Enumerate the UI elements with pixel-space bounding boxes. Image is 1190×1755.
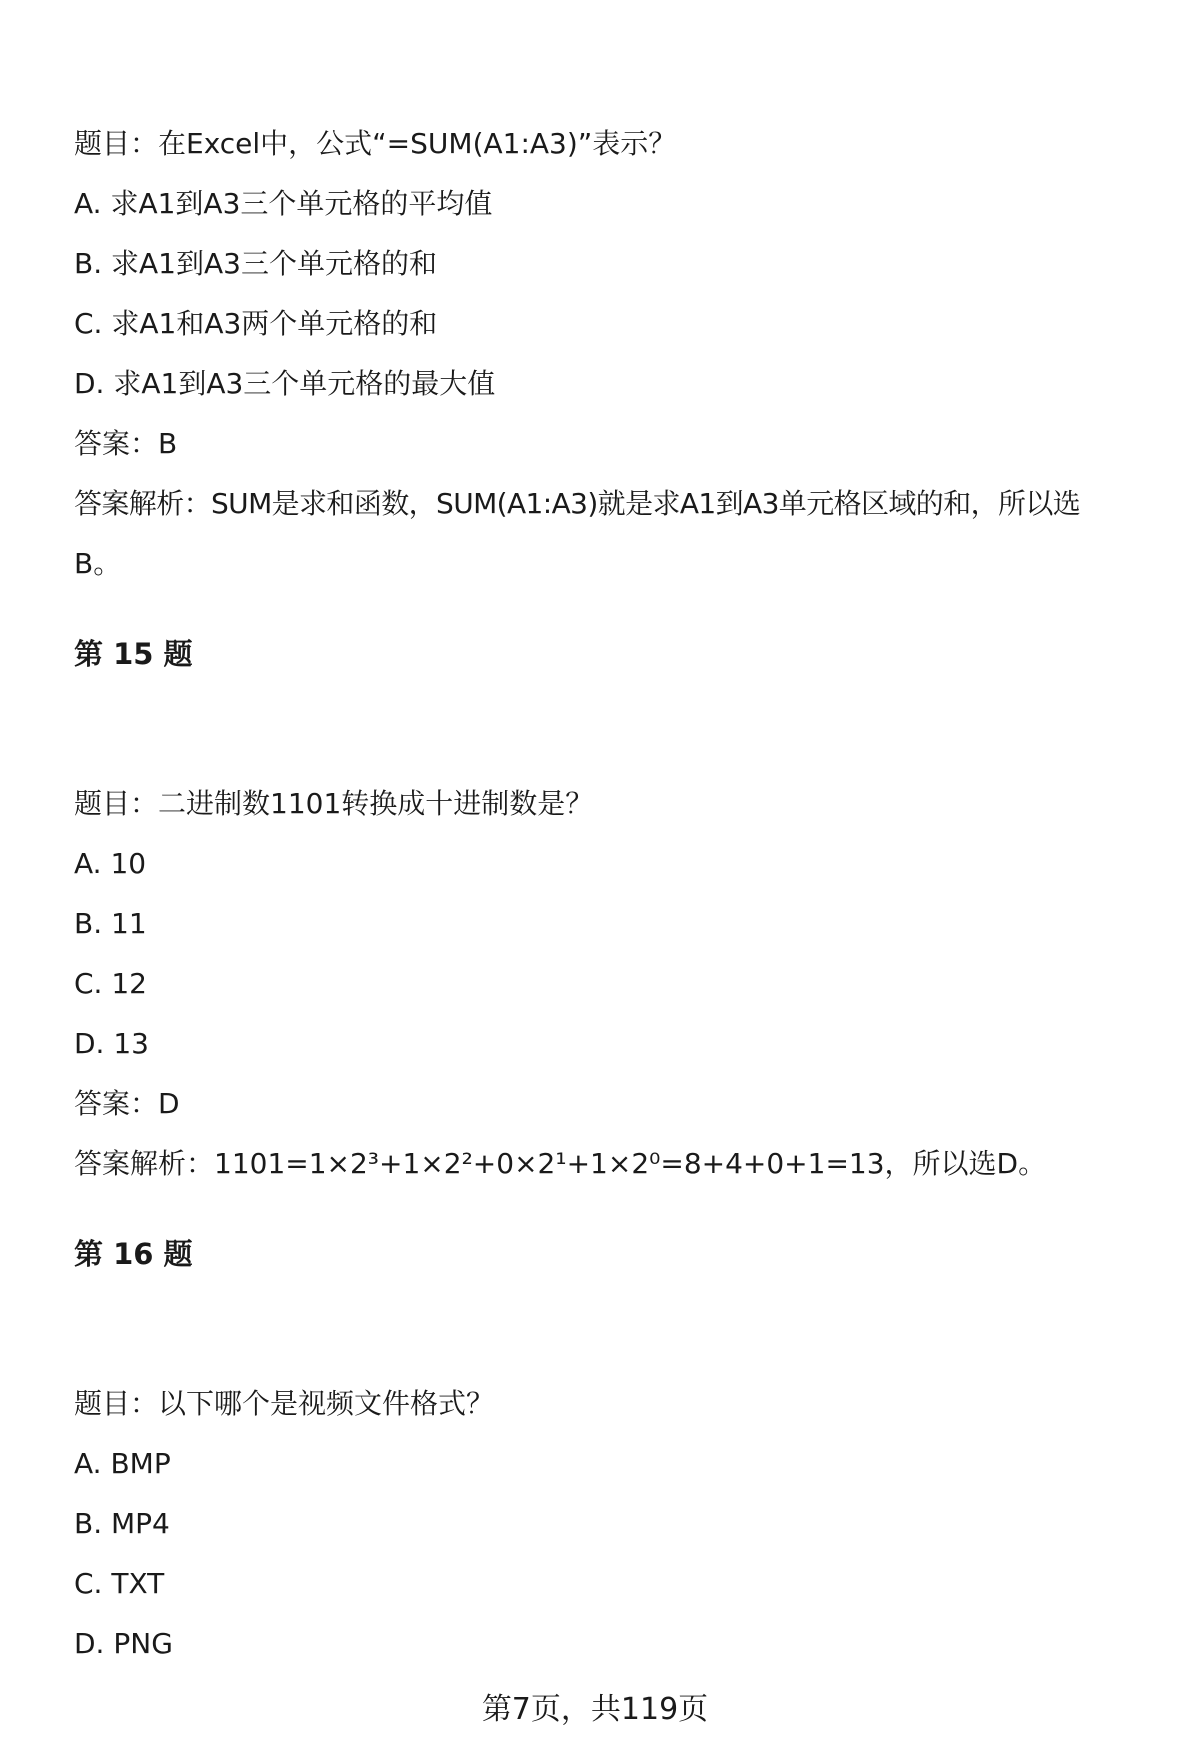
q14-answer: 答案：B [74,427,178,460]
q15-option-a: A. 10 [74,847,147,880]
q14-option-c: C. 求A1和A3两个单元格的和 [74,307,438,340]
q14-option-d: D. 求A1到A3三个单元格的最大值 [74,367,496,400]
q16-stem: 题目：以下哪个是视频文件格式？ [74,1387,495,1420]
q16-option-d: D. PNG [74,1627,173,1660]
q15-stem: 题目：二进制数1101转换成十进制数是？ [74,787,594,820]
q16-option-b: B. MP4 [74,1507,170,1540]
q15-option-d: D. 13 [74,1027,149,1060]
q16-option-c: C. TXT [74,1567,165,1600]
q14-explanation-line2: B。 [74,547,122,580]
page-number-footer: 第7页，共119页 [481,1692,709,1727]
q14-explanation-line1: 答案解析：SUM是求和函数，SUM(A1:A3)就是求A1到A3单元格区域的和，所以选 [74,487,1081,520]
q16-heading: 第 16 题 [74,1237,193,1271]
q15-answer: 答案：D [74,1087,180,1120]
q16-option-a: A. BMP [74,1447,171,1480]
q15-explanation: 答案解析：1101=1×2³+1×2²+0×2¹+1×2⁰=8+4+0+1=13，所以选D。 [74,1147,1047,1180]
q14-stem: 题目：在Excel中，公式“=SUM(A1:A3)”表示？ [74,127,677,160]
q14-option-a: A. 求A1到A3三个单元格的平均值 [74,187,493,220]
q15-heading: 第 15 题 [74,637,193,671]
q15-option-c: C. 12 [74,967,147,1000]
q15-option-b: B. 11 [74,907,147,940]
q14-option-b: B. 求A1到A3三个单元格的和 [74,247,437,280]
